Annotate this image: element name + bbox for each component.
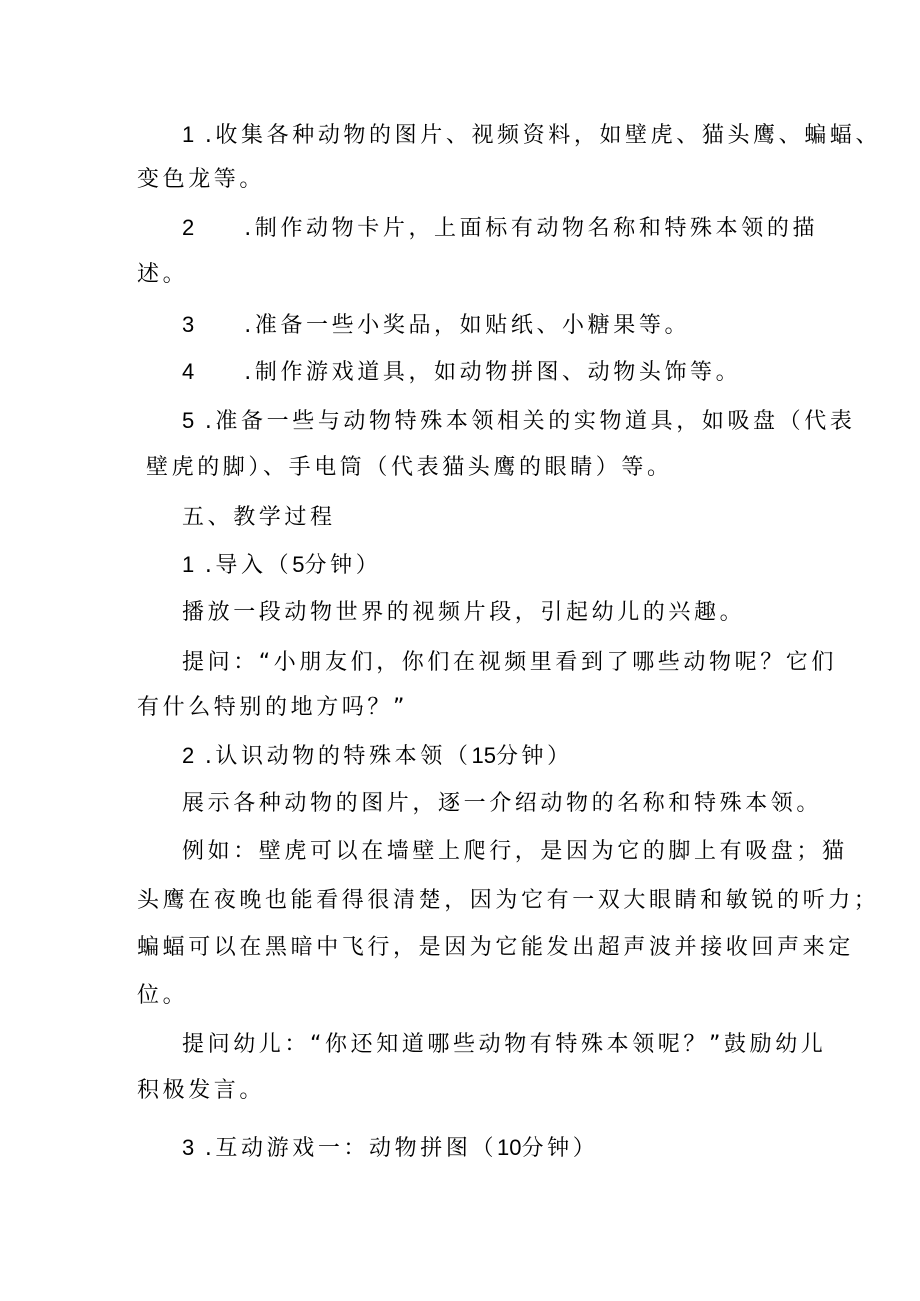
prep-item-3-number: 3 — [182, 312, 195, 337]
step-1-title-text: .导入（ — [204, 553, 293, 578]
prep-item-3-text: .准备一些小奖品，如贴纸、小糖果等。 — [244, 313, 691, 338]
step-2-title-suffix: 分钟） — [495, 744, 573, 769]
step-2-number: 2 — [182, 743, 195, 768]
prep-item-5-line-1 — [182, 406, 855, 437]
step-2-title — [182, 741, 573, 772]
step-1-title-suffix: 分钟） — [304, 553, 382, 578]
prep-item-1-line-1 — [182, 120, 881, 151]
section-heading: 五、教学过程 — [182, 505, 336, 530]
step-3-minutes: 10 — [497, 1135, 522, 1160]
prep-item-3 — [182, 310, 690, 341]
step-3-number: 3 — [182, 1135, 195, 1160]
step-2-question-line-1: 提问幼儿：“你还知道哪些动物有特殊本领呢？”鼓励幼儿 — [182, 1032, 827, 1057]
prep-item-4-text: .制作游戏道具，如动物拼图、动物头饰等。 — [244, 360, 742, 385]
step-1-number: 1 — [182, 552, 195, 577]
prep-item-1-number: 1 — [182, 122, 195, 147]
step-2-example-line-1: 例如：壁虎可以在墙壁上爬行，是因为它的脚上有吸盘；猫 — [182, 839, 848, 864]
step-1-text: 播放一段动物世界的视频片段，引起幼儿的兴趣。 — [182, 600, 746, 625]
step-1-question-line-1: 提问：“小朋友们，你们在视频里看到了哪些动物呢？它们 — [182, 650, 837, 675]
prep-item-5-text: .准备一些与动物特殊本领相关的实物道具，如吸盘（代表 — [204, 409, 856, 434]
prep-item-4 — [182, 357, 741, 388]
step-2-example-line-3: 蝙蝠可以在黑暗中飞行，是因为它能发出超声波并接收回声来定 — [137, 935, 854, 960]
step-3-title-text: .互动游戏一：动物拼图（ — [204, 1136, 498, 1161]
step-1-minutes: 5 — [292, 552, 305, 577]
step-2-title-text: .认识动物的特殊本领（ — [204, 744, 472, 769]
step-1-title — [182, 550, 381, 581]
prep-item-1-line-2: 变色龙等。 — [137, 167, 266, 192]
step-3-title — [182, 1133, 598, 1164]
step-2-example-line-4: 位。 — [137, 983, 189, 1008]
prep-item-5-line-2: 壁虎的脚）、手电筒（代表猫头鹰的眼睛）等。 — [146, 455, 673, 480]
prep-item-1-text: .收集各种动物的图片、视频资料，如壁虎、猫头鹰、蝙蝠、 — [204, 123, 882, 148]
step-1-question-line-2: 有什么特别的地方吗？” — [137, 695, 408, 720]
prep-item-4-number: 4 — [182, 359, 195, 384]
step-2-minutes: 15 — [471, 743, 496, 768]
step-2-text: 展示各种动物的图片，逐一介绍动物的名称和特殊本领。 — [182, 791, 823, 816]
prep-item-2-text: .制作动物卡片，上面标有动物名称和特殊本领的描 — [244, 216, 819, 241]
prep-item-2-line-2: 述。 — [137, 262, 189, 287]
step-2-question-line-2: 积极发言。 — [137, 1078, 266, 1103]
prep-item-2-number: 2 — [182, 215, 195, 240]
step-2-example-line-2: 头鹰在夜晚也能看得很清楚，因为它有一双大眼睛和敏锐的听力； — [137, 888, 880, 913]
prep-item-2-line-1 — [182, 213, 818, 244]
step-3-title-suffix: 分钟） — [521, 1136, 599, 1161]
prep-item-5-number: 5 — [182, 408, 195, 433]
